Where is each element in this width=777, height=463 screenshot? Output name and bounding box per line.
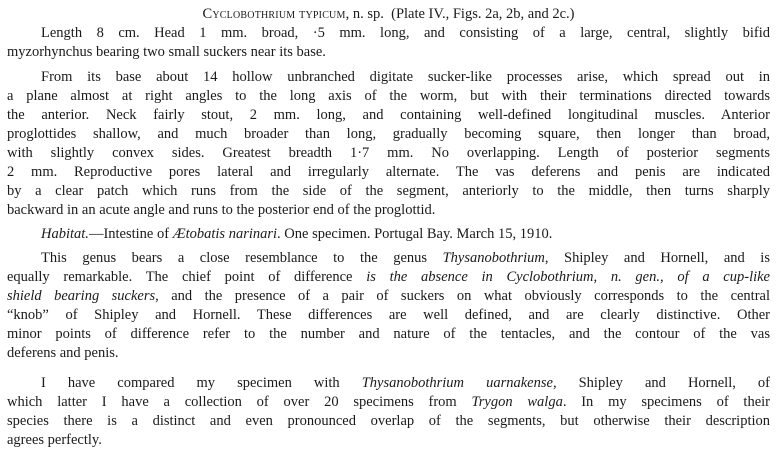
text-run: with slightly convex sides. Greatest breadth 1·7 mm. No overlapping. Length of posterior segments [7, 145, 770, 161]
text-line-2 [7, 43, 770, 62]
text-run: . In my specimens of their [562, 394, 770, 410]
text-line-5 [7, 106, 770, 125]
italic-text: is the absence in Cyclobothrium, n. gen., of a cup-like [366, 269, 770, 285]
text-line-6 [7, 125, 770, 144]
italic-text: Habitat. [41, 226, 89, 242]
text-run: —Intestine of [88, 226, 173, 242]
plate-reference: (Plate IV., Figs. 2a, 2b, and 2c.) [391, 6, 575, 22]
text-line-17 [7, 344, 770, 363]
text-line-21 [7, 431, 770, 450]
text-line-1 [41, 24, 770, 43]
text-run: minor points of difference refer to the number and nature of the tentacles, and the contour of the vas [7, 326, 770, 342]
text-line-15 [7, 306, 770, 325]
text-run: , Shipley and Hornell, of [552, 375, 770, 391]
text-line-8 [7, 163, 770, 182]
text-run: by a clear patch which runs from the side of the segment, anteriorly to the middle, then turns sharply [7, 183, 770, 199]
text-run: deferens and penis. [7, 345, 119, 361]
text-line-14 [7, 287, 770, 306]
text-line-9 [7, 182, 770, 201]
section-heading [0, 4, 777, 24]
text-run: equally remarkable. The chief point of difference [7, 269, 367, 285]
text-run: 2 mm. Reproductive pores lateral and irregularly alternate. The vas deferens and penis are indicated [7, 164, 770, 180]
italic-text: shield bearing suckers [7, 288, 156, 304]
text-run: the anterior. Neck fairly stout, 2 mm. long, and containing well-defined longitudinal muscles. Anterior [7, 107, 770, 123]
text-line-4 [7, 87, 770, 106]
text-run: From its base about 14 hollow unbranched digitate sucker-like processes arise, which spread out in [41, 69, 770, 85]
text-run: proglottides shallow, and much broader than long, gradually becoming square, then longer than broad, [7, 126, 770, 142]
italic-text: Ætobatis narinari [172, 226, 278, 242]
text-run: myzorhynchus bearing two small suckers near its base. [7, 44, 326, 60]
italic-text: Trygon walga [471, 394, 563, 410]
text-run: “knob” of Shipley and Hornell. These differences are well defined, and are clearly distinctive. Other [7, 307, 770, 323]
italic-text: Thysanobothrium [442, 250, 545, 266]
text-run: . One specimen. Portugal Bay. March 15, 1910. [277, 226, 553, 242]
habitat-line [41, 225, 770, 244]
text-line-20 [7, 412, 770, 431]
text-run: which latter I have a collection of over 20 specimens from [7, 394, 472, 410]
species-suffix: , n. sp. [345, 6, 384, 22]
italic-text: Thysanobothrium uarnakense [361, 375, 553, 391]
text-run: This genus bears a close resemblance to the genus [41, 250, 443, 266]
text-run: , Shipley and Hornell, and is [544, 250, 770, 266]
text-line-18 [41, 374, 770, 393]
text-run: I have compared my specimen with [41, 375, 362, 391]
species-name: Cyclobothrium typicum [202, 6, 346, 22]
text-line-3 [41, 68, 770, 87]
text-run: species there is a distinct and even pronounced overlap of the segments, but otherwise their description [7, 413, 770, 429]
text-line-16 [7, 325, 770, 344]
text-line-19 [7, 393, 770, 412]
text-line-13 [7, 268, 770, 287]
text-run: Length 8 cm. Head 1 mm. broad, ·5 mm. long, and consisting of a large, central, slightly bifid [41, 25, 770, 41]
text-line-12 [41, 249, 770, 268]
text-line-10 [7, 201, 770, 220]
text-run: , and the presence of a pair of suckers on what obviously corresponds to the central [155, 288, 771, 304]
text-line-7 [7, 144, 770, 163]
text-run: a plane almost at right angles to the long axis of the worm, but with their terminations directed towards [7, 88, 770, 104]
text-run: backward in an acute angle and runs to the posterior end of the proglottid. [7, 202, 436, 218]
text-run: agrees perfectly. [7, 432, 102, 448]
